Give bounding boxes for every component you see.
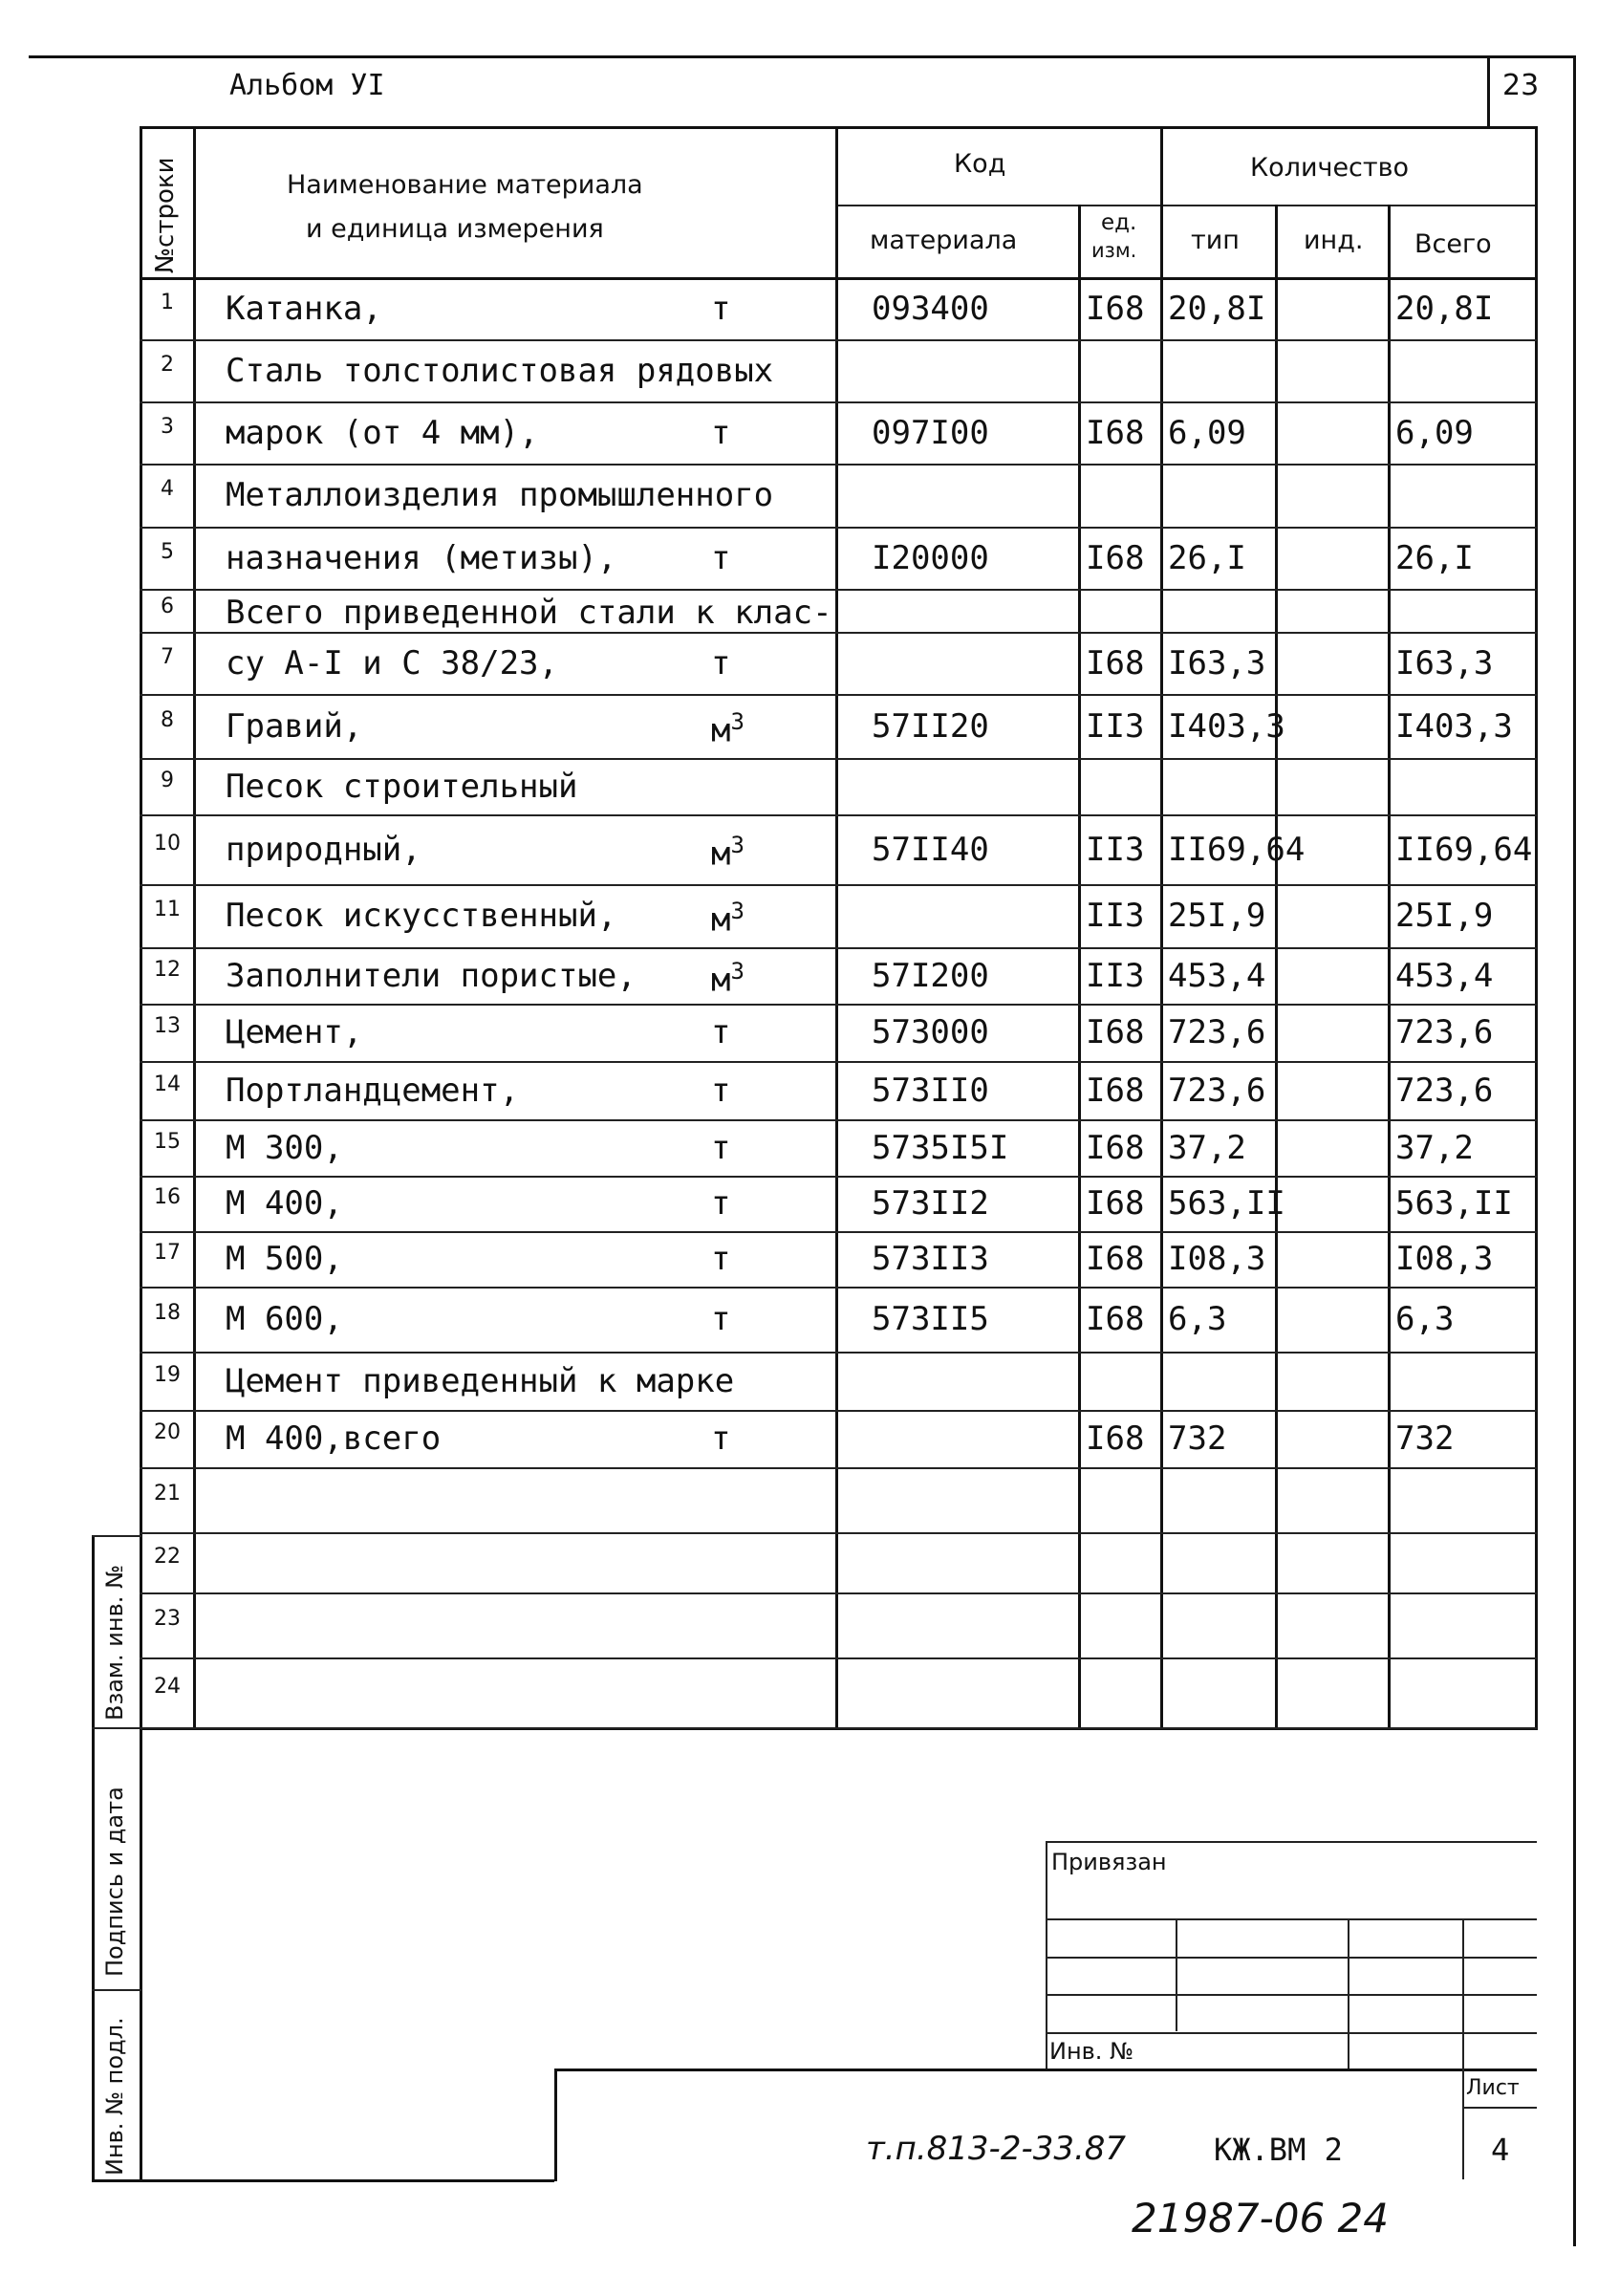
table-subheader-line: [837, 205, 1537, 206]
side-strip-line-2: [92, 1727, 141, 1729]
quantity-type: 20,8I: [1168, 289, 1266, 328]
quantity-type: 723,6: [1168, 1013, 1266, 1051]
col-line-1: [193, 126, 196, 1730]
unit-code: I68: [1086, 643, 1145, 682]
col-line-7: [1535, 126, 1538, 1730]
unit-code: I68: [1086, 1071, 1145, 1110]
stamp-sheet: 4: [1491, 2132, 1510, 2168]
material-code: 097I00: [872, 413, 989, 452]
row-number: 9: [161, 768, 174, 792]
unit-superscript: 3: [730, 957, 745, 985]
material-name: М 300,: [226, 1128, 343, 1167]
stamp-vline-1: [1046, 1841, 1047, 2069]
col-line-6: [1388, 205, 1391, 1730]
material-code: 573000: [872, 1013, 989, 1051]
row-separator: [140, 1004, 1537, 1006]
quantity-type: 26,I: [1168, 538, 1246, 577]
row-number: 17: [154, 1241, 181, 1265]
material-code: 573II2: [872, 1184, 989, 1223]
quantity-total: 723,6: [1395, 1013, 1494, 1051]
quantity-total: 37,2: [1395, 1128, 1474, 1167]
col-line-3: [1078, 205, 1081, 1730]
group-code-header: Код: [954, 149, 1006, 179]
material-name: М 500,: [226, 1240, 343, 1278]
stamp-inv-no: Инв. №: [1049, 2038, 1134, 2065]
material-code: 573II3: [872, 1240, 989, 1278]
material-unit: т: [711, 1071, 731, 1110]
stamp-privyazan: Привязан: [1051, 1849, 1167, 1875]
row-separator: [140, 1119, 1537, 1121]
material-code: 57I200: [872, 956, 989, 995]
row-separator: [140, 464, 1537, 466]
row-number: 18: [154, 1301, 181, 1325]
quantity-type: II69,64: [1168, 830, 1306, 869]
stamp-line-6: [554, 2069, 1537, 2071]
material-name: Катанка,: [226, 289, 382, 328]
unit-code: I68: [1086, 1419, 1145, 1458]
quantity-total: 563,II: [1395, 1184, 1513, 1223]
row-separator: [140, 1287, 1537, 1289]
unit-code: I68: [1086, 413, 1145, 452]
side-label-podpis: Подпись и дата: [101, 1787, 128, 1977]
unit-superscript: 3: [730, 831, 745, 858]
row-separator: [140, 814, 1537, 816]
row-number: 21: [154, 1482, 181, 1505]
material-unit: т: [711, 1013, 731, 1051]
row-separator: [140, 947, 1537, 949]
material-name: Цемент приведенный к марке: [226, 1361, 735, 1400]
unit-code: I68: [1086, 1184, 1145, 1223]
material-name: М 400,: [226, 1184, 343, 1223]
row-number: 6: [161, 595, 174, 618]
col-material-header: материала: [870, 226, 1018, 255]
side-strip-bottom: [92, 2179, 554, 2182]
quantity-total: I08,3: [1395, 1240, 1494, 1278]
material-unit: т: [711, 289, 731, 328]
material-name: Цемент,: [226, 1013, 363, 1051]
unit-code: I68: [1086, 1013, 1145, 1051]
material-code: 57II40: [872, 830, 989, 869]
col-name-header-2: и единица измерения: [306, 214, 604, 244]
row-separator: [140, 1352, 1537, 1354]
row-separator: [140, 694, 1537, 696]
material-name: природный,: [226, 830, 421, 869]
material-unit: т: [711, 1184, 731, 1223]
row-separator: [140, 632, 1537, 634]
row-separator: [140, 1592, 1537, 1594]
row-number: 5: [161, 539, 174, 564]
material-unit: т: [711, 413, 731, 452]
stamp-list-line: [1462, 2107, 1537, 2109]
material-unit: $м^3$: [711, 957, 745, 999]
col-line-5: [1275, 205, 1278, 1730]
quantity-total: 6,09: [1395, 413, 1474, 452]
material-name: назначения (метизы),: [226, 538, 617, 577]
col-type-header: тип: [1191, 226, 1240, 255]
unit-code: I68: [1086, 1240, 1145, 1278]
unit-code: II3: [1086, 897, 1145, 935]
stamp-line-top: [1046, 1841, 1537, 1843]
row-number: 14: [154, 1072, 181, 1096]
stamp-vline-3: [1348, 1918, 1349, 2069]
row-separator: [140, 339, 1537, 341]
row-number: 19: [154, 1362, 181, 1387]
quantity-total: I63,3: [1395, 643, 1494, 682]
row-number: 12: [154, 957, 181, 982]
row-number: 20: [154, 1420, 181, 1444]
row-separator: [140, 758, 1537, 760]
footer-number: 21987-06 24: [1132, 2195, 1390, 2242]
material-name: марок (от 4 мм),: [226, 413, 539, 452]
material-name: Песок строительный: [226, 767, 578, 806]
material-unit: $м^3$: [711, 831, 745, 873]
material-code: 5735I5I: [872, 1128, 1009, 1167]
stamp-vline-4: [1462, 1918, 1464, 2179]
col-ind-header: инд.: [1304, 226, 1364, 255]
quantity-type: 37,2: [1168, 1128, 1246, 1167]
row-number: 16: [154, 1185, 181, 1209]
quantity-type: 6,09: [1168, 413, 1246, 452]
side-strip-left: [92, 1535, 95, 2181]
material-name: Гравий,: [226, 706, 363, 746]
quantity-total: 20,8I: [1395, 289, 1494, 328]
material-name: Заполнители пористые,: [226, 956, 637, 995]
unit-code: I68: [1086, 1128, 1145, 1167]
material-name: су А-I и С 38/23,: [226, 643, 558, 682]
row-number: 1: [161, 290, 174, 314]
group-quantity-header: Количество: [1250, 153, 1410, 183]
quantity-type: 453,4: [1168, 956, 1266, 995]
unit-code: I68: [1086, 289, 1145, 328]
material-name: Всего приведенной стали к клас-: [226, 594, 832, 632]
stamp-doc-mark: КЖ.ВМ 2: [1214, 2132, 1343, 2168]
material-name: М 400,всего: [226, 1419, 442, 1458]
quantity-total: 732: [1395, 1419, 1455, 1458]
table-top: [140, 126, 1537, 129]
row-separator: [140, 1532, 1537, 1534]
row-number: 8: [161, 707, 174, 732]
col-unit-header-2: изм.: [1091, 239, 1137, 262]
row-number: 13: [154, 1014, 181, 1038]
row-number: 2: [161, 352, 174, 377]
quantity-type: 25I,9: [1168, 897, 1266, 935]
stamp-vline-2: [1176, 1918, 1177, 2031]
material-unit: $м^3$: [711, 898, 745, 940]
row-separator: [140, 589, 1537, 591]
material-unit: т: [711, 538, 731, 577]
material-unit: т: [711, 1300, 731, 1338]
material-code: I20000: [872, 538, 989, 577]
col-unit-header-1: ед.: [1101, 210, 1137, 235]
quantity-type: I08,3: [1168, 1240, 1266, 1278]
stamp-doc-code: т.п.813-2-33.87: [866, 2130, 1127, 2168]
side-label-vzam: Взам. инв. №: [101, 1565, 128, 1721]
quantity-type: 563,II: [1168, 1184, 1285, 1223]
row-number: 15: [154, 1129, 181, 1154]
col-total-header: Всего: [1414, 229, 1492, 259]
unit-code: II3: [1086, 830, 1145, 869]
row-number: 7: [161, 644, 174, 669]
page-number: 23: [1502, 69, 1540, 102]
material-name: Сталь толстолистовая рядовых: [226, 351, 774, 390]
col-name-header-1: Наименование материала: [287, 170, 643, 200]
unit-code: I68: [1086, 1300, 1145, 1338]
row-number: 11: [154, 898, 181, 921]
row-separator: [140, 1467, 1537, 1469]
quantity-type: I403,3: [1168, 706, 1285, 746]
material-unit: т: [711, 643, 731, 682]
unit-superscript: 3: [730, 707, 745, 735]
quantity-total: 723,6: [1395, 1071, 1494, 1110]
side-strip-line-1: [92, 1535, 141, 1537]
row-number: 22: [154, 1544, 181, 1569]
quantity-total: 26,I: [1395, 538, 1474, 577]
unit-code: I68: [1086, 538, 1145, 577]
material-unit: т: [711, 1240, 731, 1278]
material-name: Портландцемент,: [226, 1071, 520, 1110]
quantity-type: 6,3: [1168, 1300, 1227, 1338]
row-separator: [140, 401, 1537, 403]
col-line-2: [835, 126, 838, 1730]
side-label-inv: Инв. № подл.: [101, 2017, 128, 2176]
quantity-total: 25I,9: [1395, 897, 1494, 935]
quantity-total: 6,3: [1395, 1300, 1455, 1338]
material-unit: $м^3$: [711, 707, 745, 749]
row-separator: [140, 1176, 1537, 1178]
quantity-total: II69,64: [1395, 830, 1533, 869]
quantity-total: 453,4: [1395, 956, 1494, 995]
unit-code: II3: [1086, 956, 1145, 995]
stamp-vline-5: [554, 2069, 557, 2181]
row-number: 24: [154, 1674, 181, 1699]
side-strip-line-3: [92, 1989, 141, 1991]
unit-superscript: 3: [730, 898, 745, 924]
unit-code: II3: [1086, 706, 1145, 746]
row-separator: [140, 527, 1537, 529]
col-row-no-header: №строки: [151, 157, 180, 273]
row-number: 3: [161, 414, 174, 439]
header-page-divider: [1487, 55, 1490, 126]
row-number: 10: [154, 831, 181, 856]
row-separator: [140, 1061, 1537, 1063]
album-title: Альбом УI: [229, 69, 385, 102]
row-separator: [140, 1657, 1537, 1659]
material-name: Песок искусственный,: [226, 897, 617, 935]
material-unit: т: [711, 1419, 731, 1458]
table-header-bottom: [140, 277, 1537, 280]
material-code: 57II20: [872, 706, 989, 746]
material-code: 093400: [872, 289, 989, 328]
col-line-4: [1160, 126, 1163, 1730]
material-name: М 600,: [226, 1300, 343, 1338]
row-separator: [140, 1231, 1537, 1233]
quantity-type: 732: [1168, 1419, 1227, 1458]
quantity-type: I63,3: [1168, 643, 1266, 682]
top-rule: [29, 55, 1575, 58]
material-unit: т: [711, 1128, 731, 1167]
row-separator: [140, 884, 1537, 886]
frame-right: [1573, 55, 1576, 2246]
row-separator: [140, 1727, 1537, 1729]
quantity-type: 723,6: [1168, 1071, 1266, 1110]
material-code: 573II0: [872, 1071, 989, 1110]
material-code: 573II5: [872, 1300, 989, 1338]
stamp-list-label: Лист: [1466, 2076, 1520, 2100]
material-name: Металлоизделия промышленного: [226, 476, 774, 514]
quantity-total: I403,3: [1395, 706, 1513, 746]
row-separator: [140, 1410, 1537, 1412]
row-number: 23: [154, 1607, 181, 1631]
row-number: 4: [161, 477, 174, 501]
